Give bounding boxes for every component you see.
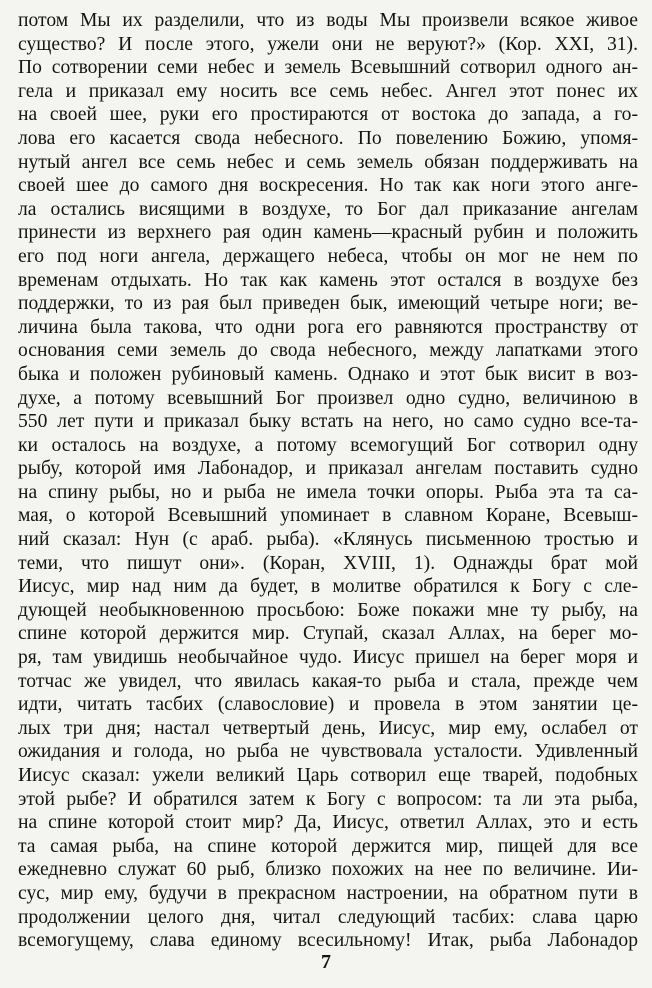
text-line: быка и положен рубиновый камень. Однако и этот бык висит в воз- [18, 363, 638, 385]
text-line: принести из верхнего рая один камень—красный рубин и положить [18, 222, 638, 244]
text-line: ежедневно служат 60 рыб, близко похожих на нее по величине. Ии- [18, 859, 638, 881]
text-line: на своей шее, руки его простираются от востока до запада, а го- [18, 104, 638, 126]
text-line: рыбу, которой имя Лабонадор, и приказал ангелам поставить судно [18, 458, 638, 480]
text-line: теми, что пишут они». (Коран, XVIII, 1). Однажды брат мой [18, 552, 638, 574]
text-line: потом Мы их разделили, что из воды Мы произвели всякое живое [18, 10, 638, 31]
text-line: 550 лет пути и приказал быку встать на него, но само судно все-та- [18, 411, 638, 433]
text-line: его под ноги ангела, держащего небеса, чтобы он мог не нем по [18, 245, 638, 267]
text-line: ки осталось на воздухе, а потому всемогущий Бог сотворил одну [18, 434, 638, 456]
text-line: По сотворении семи небес и земель Всевышний сотворил одного ан- [18, 57, 638, 79]
text-line: Иисус сказал: ужели великий Царь сотворил еще тварей, подобных [18, 765, 638, 786]
text-line: Иисус, мир над ним да будет, в молитве обратился к Богу с сле- [18, 576, 638, 598]
text-line: нутый ангел все семь небес и семь земель обязан поддерживать на [18, 151, 638, 173]
text-line: этой рыбе? И обратился затем к Богу с вопросом: та ли эта рыба, [18, 788, 638, 810]
text-line: на спину рыбы, но и рыба не имела точки опоры. Рыба эта та са- [18, 481, 638, 503]
text-line: ний сказал: Нун (с араб. рыба). «Клянусь письменною тростью и [18, 529, 638, 551]
text-line: тотчас же увидел, что явилась какая-то рыба и стала, прежде чем [18, 670, 638, 692]
text-line: поддержки, то из рая был приведен бык, имеющий четыре ноги; ве- [18, 293, 638, 315]
text-line: существо? И после этого, ужели они не веруют?» (Кор. XXI, 31). [18, 33, 638, 55]
page-number: 7 [321, 951, 331, 973]
text-line: ла остались висящими в воздухе, то Бог дал приказание ангелам [18, 198, 638, 220]
text-line: сус, мир ему, будучи в прекрасном настроении, на обратном пути в [18, 882, 638, 904]
text-line: всемогущему, слава единому всесильному! Итак, рыба Лабонадор [18, 930, 638, 952]
text-line: спине которой держится мир. Ступай, сказал Аллах, на берег мо- [18, 623, 638, 645]
text-line: та самая рыба, на спине которой держится мир, пищей для все [18, 835, 638, 857]
text-line: временам отдыхать. Но так как камень этот остался в воздухе без [18, 269, 638, 291]
body-text [18, 9, 638, 953]
text-line: идти, читать тасбих (славословие) и провела в этом занятии це- [18, 694, 638, 716]
text-line: ожидания и голода, но рыба не чувствовала усталости. Удивленный [18, 741, 638, 763]
text-line: основания семи земель до свода небесного, между лапатками этого [18, 340, 638, 362]
text-line: мая, о которой Всевышний упоминает в славном Коране, Всевыш- [18, 505, 638, 527]
text-line: дующей необыкновенною просьбою: Боже покажи мне ту рыбу, на [18, 599, 638, 621]
text-line: гела и приказал ему носить все семь небес. Ангел этот понес их [18, 80, 638, 102]
text-line: лых три дня; настал четвертый день, Иисус, мир ему, ослабел от [18, 717, 638, 739]
text-line: на спине которой стоит мир? Да, Иисус, ответил Аллах, это и есть [18, 812, 638, 834]
text-line: лова его касается свода небесного. По повелению Божию, упомя- [18, 127, 638, 149]
text-line: продолжении целого дня, читал следующий тасбих: слава царю [18, 906, 638, 928]
text-line: духе, а потому всевышний Бог произвел одно судно, величиною в [18, 387, 638, 409]
text-line: личина была такова, что одни рога его равняются пространству от [18, 316, 638, 338]
text-line: своей шее до самого дня воскресения. Но так как ноги этого анге- [18, 175, 638, 197]
text-line: ря, там увидишь необычайное чудо. Иисус пришел на берег моря и [18, 647, 638, 669]
